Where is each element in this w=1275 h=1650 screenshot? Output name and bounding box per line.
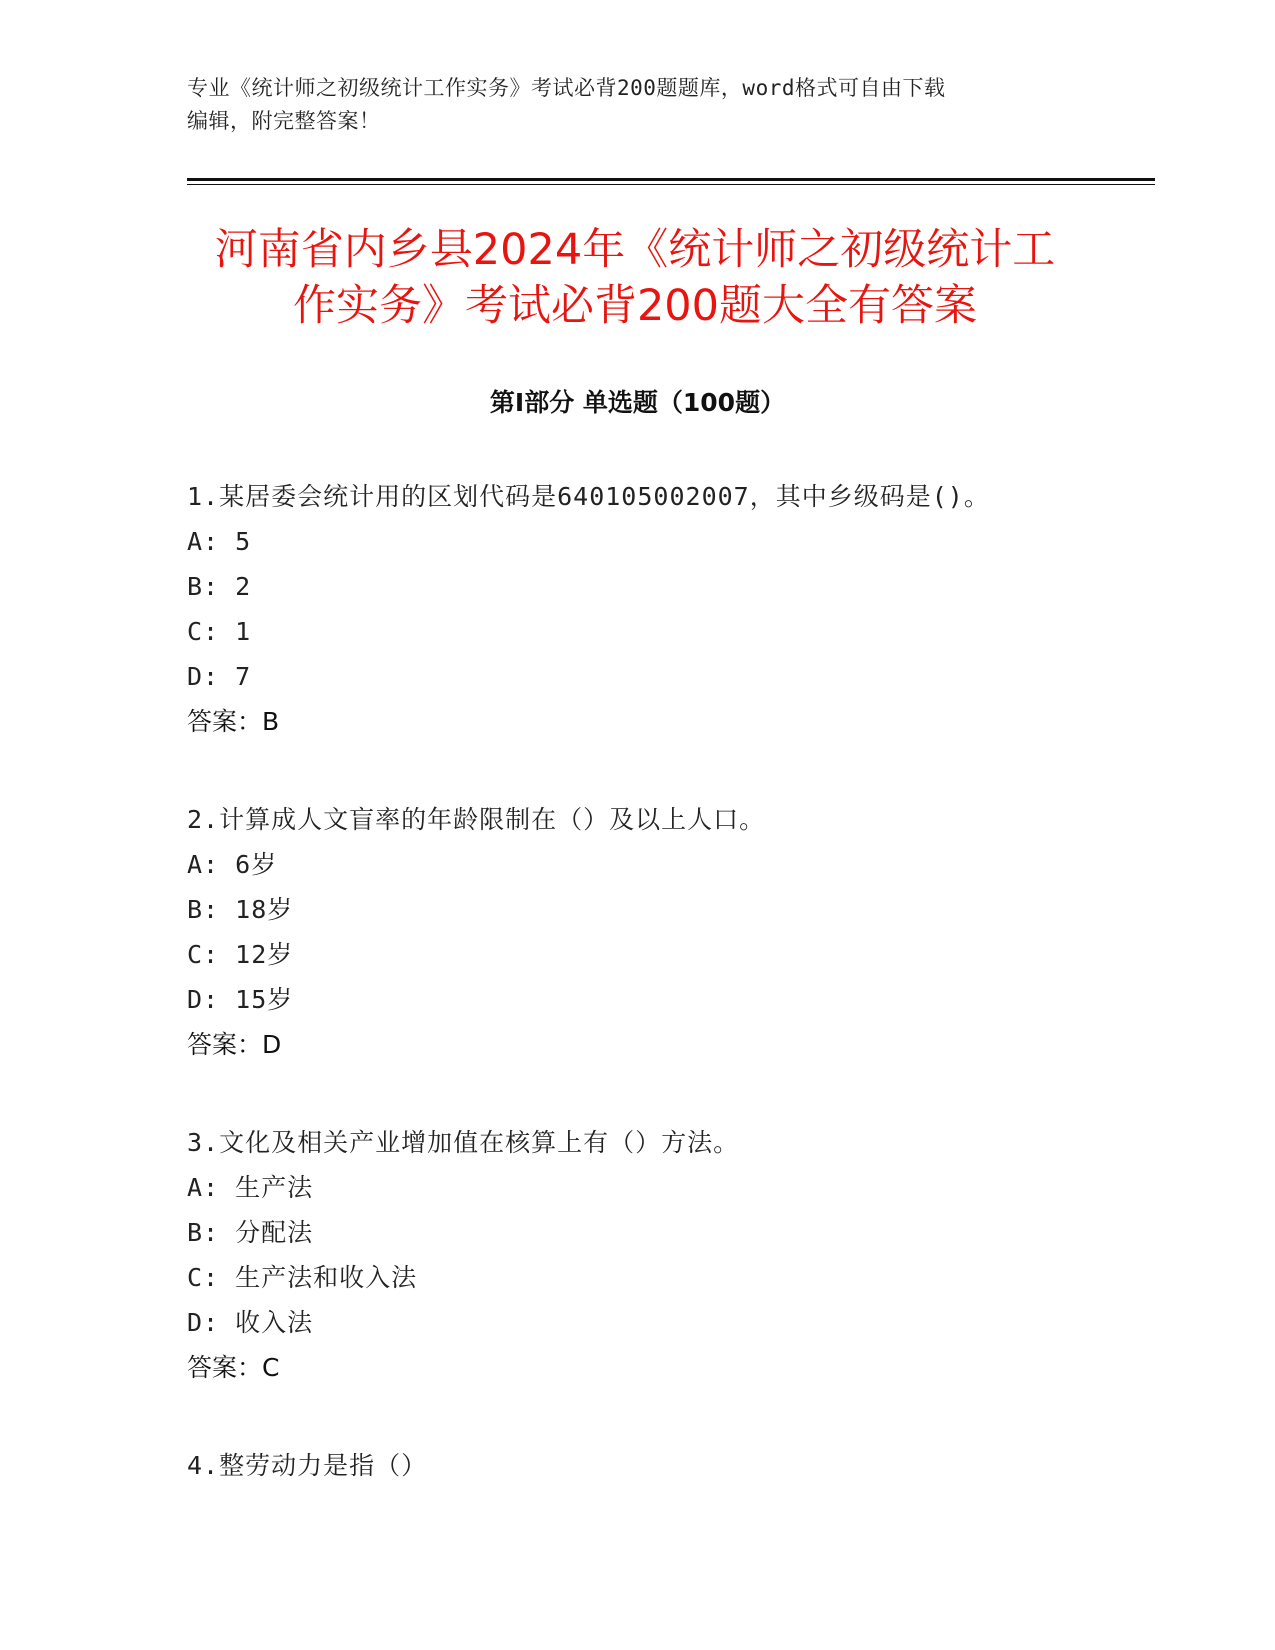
question-stem: 3.文化及相关产业增加值在核算上有（）方法。 [187, 1128, 740, 1157]
answer-line: 答案：C [187, 1353, 280, 1382]
document-title [140, 222, 1130, 334]
answer-line: 答案：B [187, 707, 280, 736]
option-d: D: 7 [187, 662, 252, 691]
header-note-line-1: 专业《统计师之初级统计工作实务》考试必背200题题库，word格式可自由下载 [187, 76, 946, 100]
question-1 [187, 474, 1147, 744]
header-note [187, 72, 1087, 138]
question-4 [187, 1443, 1147, 1488]
header-divider-thin [187, 184, 1155, 185]
option-c: C: 1 [187, 617, 252, 646]
question-3 [187, 1120, 1147, 1390]
option-a: A: 5 [187, 527, 252, 556]
question-2 [187, 797, 1147, 1067]
document-title-line-1: 河南省内乡县2024年《统计师之初级统计工 [214, 225, 1056, 275]
option-b: B: 分配法 [187, 1218, 314, 1247]
header-divider-thick [187, 178, 1155, 181]
question-list [187, 474, 1147, 1541]
header-note-line-2: 编辑，附完整答案！ [187, 109, 381, 133]
option-b: B: 2 [187, 572, 252, 601]
section-heading: 第Ⅰ部分 单选题（100题） [489, 388, 786, 417]
option-c: C: 12岁 [187, 940, 294, 969]
question-stem: 2.计算成人文盲率的年龄限制在（）及以上人口。 [187, 805, 766, 834]
question-stem: 1.某居委会统计用的区划代码是640105002007，其中乡级码是()。 [187, 482, 990, 511]
answer-line: 答案：D [187, 1030, 282, 1059]
document-title-line-2: 作实务》考试必背200题大全有答案 [292, 281, 978, 331]
option-d: D: 15岁 [187, 985, 294, 1014]
option-a: A: 生产法 [187, 1173, 314, 1202]
question-stem: 4.整劳动力是指（） [187, 1451, 428, 1480]
option-a: A: 6岁 [187, 850, 278, 879]
option-b: B: 18岁 [187, 895, 294, 924]
option-c: C: 生产法和收入法 [187, 1263, 418, 1292]
option-d: D: 收入法 [187, 1308, 314, 1337]
